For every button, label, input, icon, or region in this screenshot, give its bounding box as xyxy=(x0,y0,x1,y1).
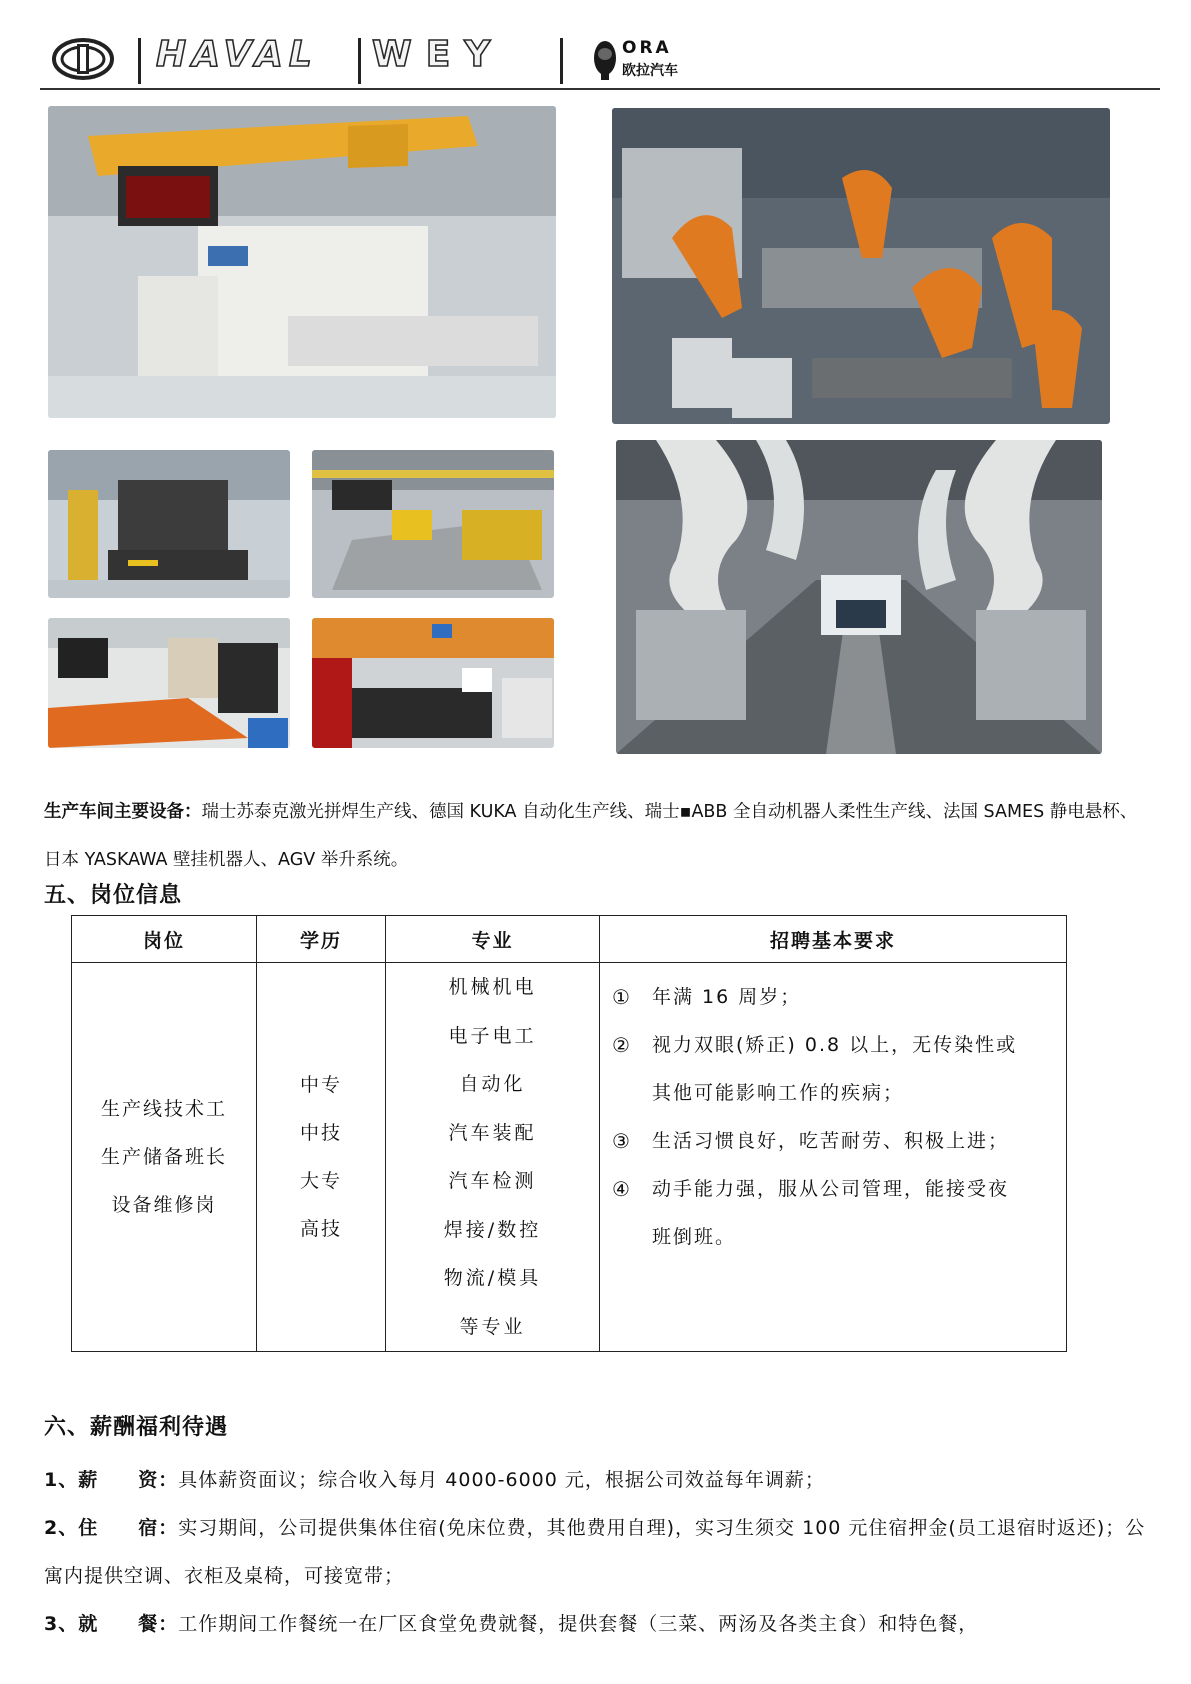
benefit-text: 实习期间，公司提供集体住宿(免床位费，其他费用自理)，实习生须交 100 元住宿押金(员工退宿时返还)；公寓内提供空调、衣柜及桌椅，可接宽带； xyxy=(44,1517,1146,1587)
requirement-text xyxy=(652,1117,1009,1165)
ora-wordmark: ORA xyxy=(622,38,672,58)
requirement-line: 年满 16 周岁； xyxy=(652,986,802,1008)
paint-booth-robots-photo xyxy=(616,440,1102,754)
table-header: 学历 xyxy=(257,916,386,963)
dashboard-line-photo xyxy=(312,618,554,748)
equipment-text: 瑞士苏泰克激光拼焊生产线、德国 KUKA 自动化生产线、瑞士▪ABB 全自动机器人柔性生产线、法国 SAMES 静电悬杯、日本 YASKAWA 壁挂机器人、AGV 举升系统。 xyxy=(44,802,1138,870)
page-header xyxy=(40,30,1160,90)
ora-cat-icon xyxy=(592,38,618,84)
requirement-item xyxy=(612,973,1054,1021)
benefit-label: 2、住 宿： xyxy=(44,1517,179,1539)
list-item: 物流/模具 xyxy=(443,1267,542,1289)
haval-logo: HAVAL xyxy=(156,34,318,75)
list-item: 设备维修岗 xyxy=(111,1194,217,1216)
positions-table xyxy=(71,915,1067,1352)
ora-chinese-name: 欧拉汽车 xyxy=(622,63,678,79)
header-rule xyxy=(40,88,1160,90)
requirement-item xyxy=(612,1117,1054,1165)
list-item: 中技 xyxy=(299,1122,342,1144)
robot-welding-line-photo xyxy=(612,108,1110,424)
list-item: 生产线技术工 xyxy=(100,1098,227,1120)
list-item: 大专 xyxy=(299,1170,342,1192)
list-item: 机械机电 xyxy=(448,976,537,998)
list-item: 高技 xyxy=(299,1218,342,1240)
seat-assembly-photo xyxy=(48,618,290,748)
list-item: 焊接/数控 xyxy=(443,1218,542,1241)
requirement-item xyxy=(612,1021,1054,1117)
education-cell xyxy=(257,963,386,1352)
list-item: 中专 xyxy=(299,1074,342,1096)
benefit-housing xyxy=(44,1504,1154,1600)
stamping-press-line-photo xyxy=(48,106,556,418)
wey-logo: WEY xyxy=(372,34,505,75)
benefit-label: 3、就 餐： xyxy=(44,1613,179,1635)
list-item: 生产储备班长 xyxy=(100,1146,227,1168)
requirement-text xyxy=(652,1165,1009,1261)
benefit-salary xyxy=(44,1456,1154,1504)
requirement-number: ④ xyxy=(612,1177,632,1201)
list-item: 汽车装配 xyxy=(448,1121,537,1144)
section-title-benefits: 六、薪酬福利待遇 xyxy=(44,1414,229,1440)
positions-cell xyxy=(72,963,257,1352)
header-separator xyxy=(560,38,563,84)
benefit-text: 工作期间工作餐统一在厂区食堂免费就餐，提供套餐（三菜、两汤及各类主食）和特色餐， xyxy=(178,1613,979,1635)
requirement-line: 班倒班。 xyxy=(652,1226,737,1248)
list-item: 汽车检测 xyxy=(448,1170,537,1192)
table-header: 招聘基本要求 xyxy=(600,916,1067,963)
requirement-number: ① xyxy=(612,985,632,1009)
list-item: 电子电工 xyxy=(448,1024,537,1047)
requirement-number: ② xyxy=(612,1033,632,1057)
table-header: 岗位 xyxy=(72,916,257,963)
header-separator xyxy=(138,38,141,84)
equipment-description xyxy=(44,788,1154,884)
assembly-agv-photo xyxy=(48,450,290,598)
table-header: 专业 xyxy=(386,916,600,963)
requirement-line: 其他可能影响工作的疾病； xyxy=(652,1082,905,1104)
great-wall-logo-icon xyxy=(52,38,114,80)
requirements-cell xyxy=(600,963,1067,1352)
requirement-item xyxy=(612,1165,1054,1261)
header-separator xyxy=(358,38,361,84)
list-item: 等专业 xyxy=(459,1315,526,1338)
benefit-text: 具体薪资面议；综合收入每月 4000-6000 元，根据公司效益每年调薪； xyxy=(178,1469,825,1491)
requirement-text xyxy=(652,973,801,1021)
section-title-positions: 五、岗位信息 xyxy=(44,882,183,908)
requirement-line: 视力双眼(矫正) 0.8 以上，无传染性或 xyxy=(652,1034,1018,1056)
equipment-label: 生产车间主要设备： xyxy=(44,802,202,822)
roller-conveyor-photo xyxy=(312,450,554,598)
benefit-meals xyxy=(44,1600,1154,1648)
requirement-number: ③ xyxy=(612,1129,632,1153)
list-item: 自动化 xyxy=(459,1073,526,1095)
table-row xyxy=(72,963,1067,1352)
table-header-row xyxy=(72,916,1067,963)
majors-cell xyxy=(386,963,600,1352)
requirement-line: 生活习惯良好，吃苦耐劳、积极上进； xyxy=(652,1130,1010,1152)
benefit-label: 1、薪 资： xyxy=(44,1469,179,1491)
requirement-text xyxy=(652,1021,1017,1117)
requirement-line: 动手能力强，服从公司管理，能接受夜 xyxy=(652,1178,1010,1200)
ora-logo xyxy=(592,38,702,84)
